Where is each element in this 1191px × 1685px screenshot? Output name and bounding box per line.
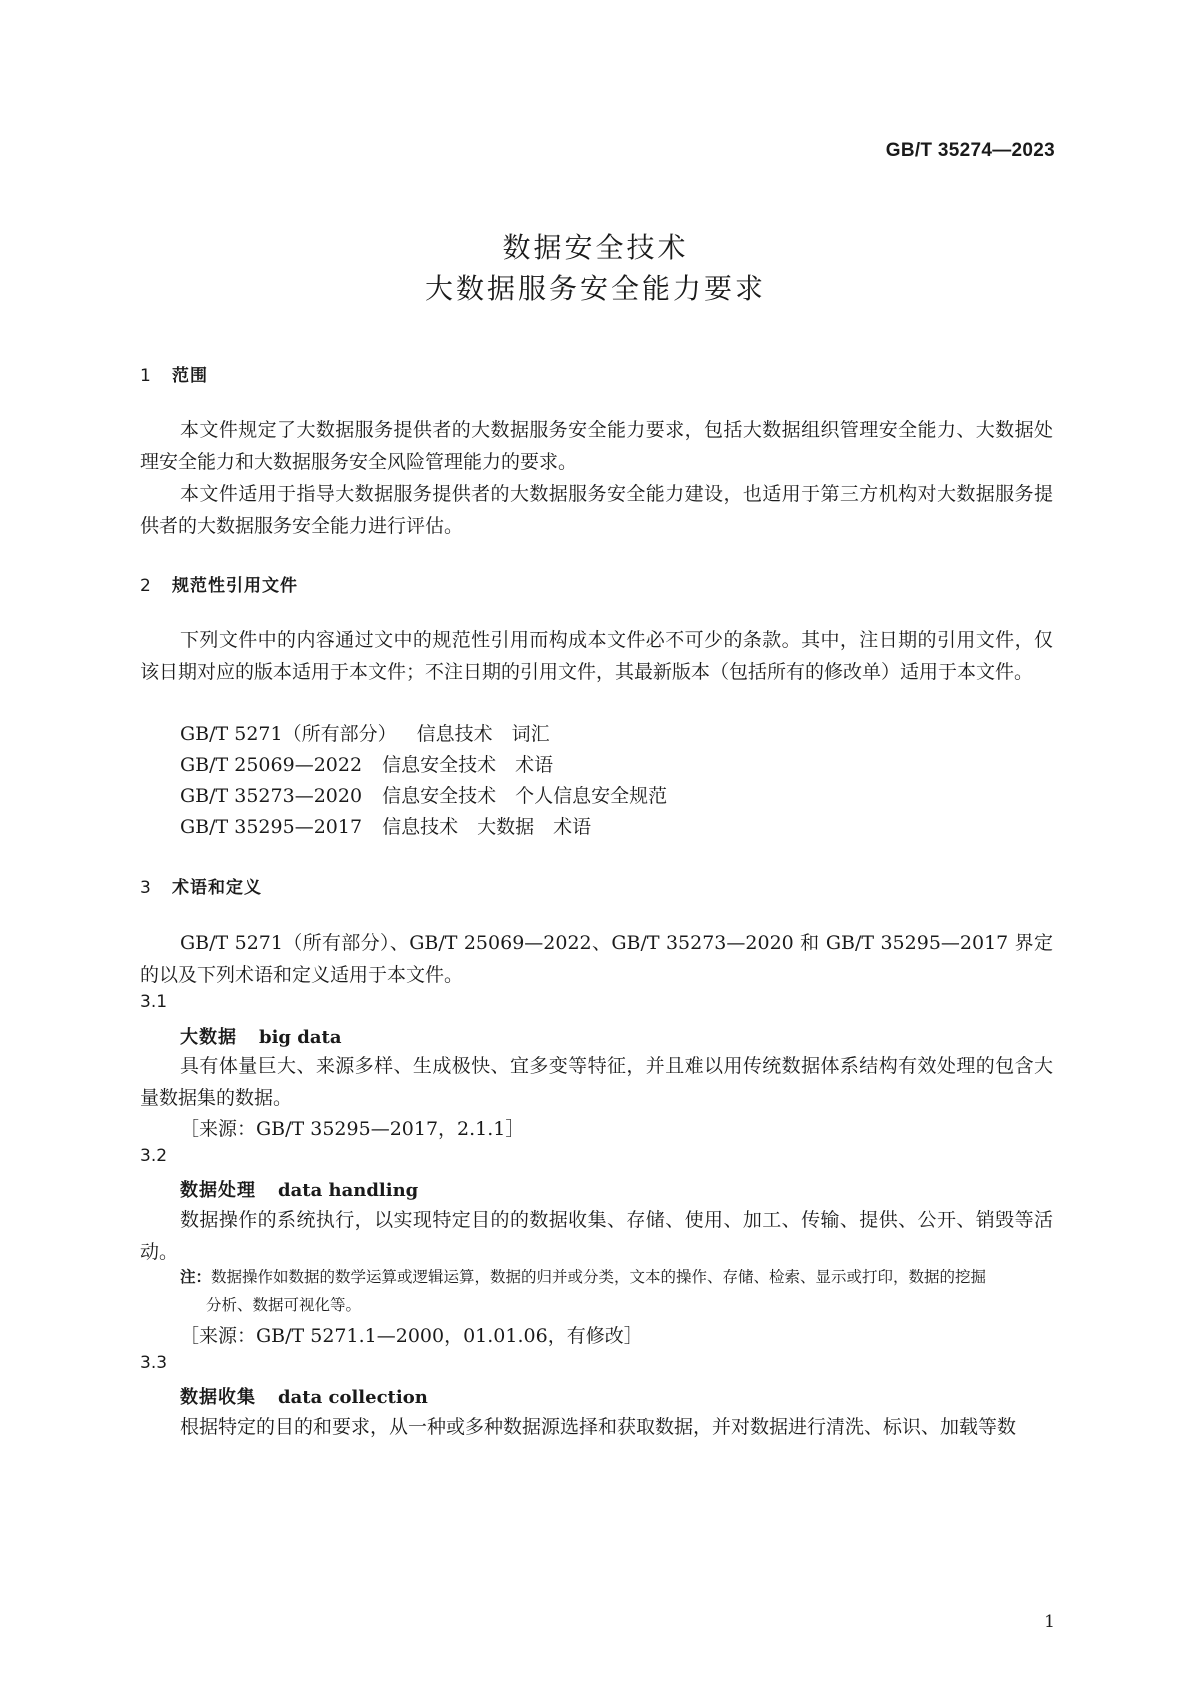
reference-item: GB/T 5271（所有部分） 信息技术 词汇 bbox=[180, 723, 550, 745]
references-intro-paragraph: 下列文件中的内容通过文中的规范性引用而构成本文件必不可少的条款。其中，注日期的引用文件，仅该日期对应的版本适用于本文件；不注日期的引用文件，其最新版本（包括所有的修改单）适用于本文件。 bbox=[140, 629, 1053, 683]
section-heading-scope: 1 范围 bbox=[140, 366, 208, 386]
term-number: 3.1 bbox=[140, 992, 168, 1012]
scope-paragraph-1: 本文件规定了大数据服务提供者的大数据服务安全能力要求，包括大数据组织管理安全能力、大数据处理安全能力和大数据服务安全风险管理能力的要求。 bbox=[140, 419, 1053, 473]
document-title-line1: 数据安全技术 bbox=[502, 231, 689, 264]
standard-number: GB/T 35274—2023 bbox=[885, 140, 1055, 161]
term-number: 3.3 bbox=[140, 1353, 168, 1373]
term-definition: 根据特定的目的和要求，从一种或多种数据源选择和获取数据，并对数据进行清洗、标识、加载等数 bbox=[180, 1416, 1017, 1438]
term-title: 大数据 big data bbox=[180, 1027, 342, 1048]
term-title: 数据处理 data handling bbox=[180, 1180, 419, 1201]
reference-item: GB/T 25069—2022 信息安全技术 术语 bbox=[180, 754, 554, 776]
reference-item: GB/T 35295—2017 信息技术 大数据 术语 bbox=[180, 816, 592, 838]
term-definition: 数据操作的系统执行，以实现特定目的的数据收集、存储、使用、加工、传输、提供、公开、销毁等活动。 bbox=[140, 1209, 1053, 1263]
reference-item: GB/T 35273—2020 信息安全技术 个人信息安全规范 bbox=[180, 785, 668, 807]
section-heading-normative-references: 2 规范性引用文件 bbox=[140, 576, 298, 596]
term-note: 注：数据操作如数据的数学运算或逻辑运算，数据的归并或分类，文本的操作、存储、检索、显示或打印，数据的挖掘 分析、数据可视化等。 bbox=[180, 1268, 987, 1314]
page-number: 1 bbox=[1044, 1612, 1055, 1632]
term-source: ［来源：GB/T 35295—2017，2.1.1］ bbox=[180, 1118, 525, 1140]
scope-paragraph-2: 本文件适用于指导大数据服务提供者的大数据服务安全能力建设，也适用于第三方机构对大数据服务提供者的大数据服务安全能力进行评估。 bbox=[140, 483, 1053, 537]
term-source: ［来源：GB/T 5271.1—2000，01.01.06，有修改］ bbox=[180, 1325, 643, 1347]
term-title: 数据收集 data collection bbox=[180, 1387, 428, 1408]
document-title-line2: 大数据服务安全能力要求 bbox=[424, 272, 766, 305]
terms-intro-paragraph: GB/T 5271（所有部分）、GB/T 25069—2022、GB/T 35273—2020 和 GB/T 35295—2017 界定的以及下列术语和定义适用于本文件。 bbox=[140, 932, 1053, 986]
term-number: 3.2 bbox=[140, 1146, 168, 1166]
section-heading-terms: 3 术语和定义 bbox=[140, 878, 262, 898]
term-definition: 具有体量巨大、来源多样、生成极快、宜多变等特征，并且难以用传统数据体系结构有效处理的包含大量数据集的数据。 bbox=[140, 1055, 1053, 1109]
